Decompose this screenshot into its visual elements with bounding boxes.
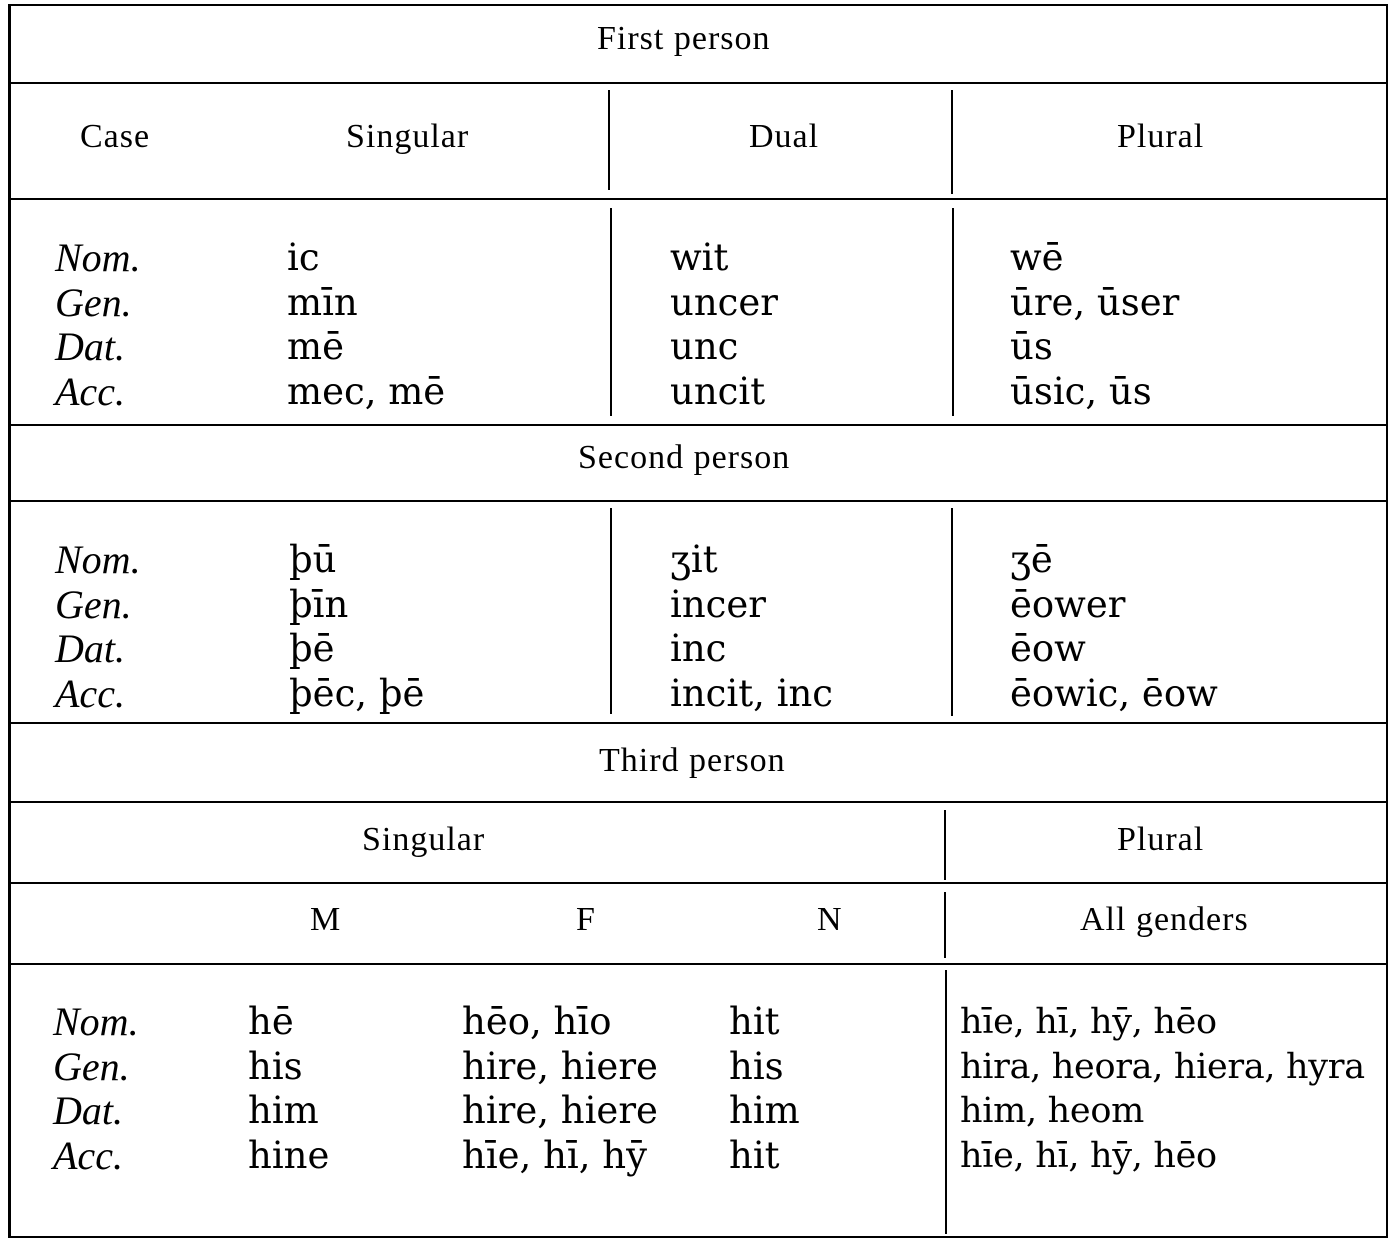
case-label: Dat. (53, 1088, 123, 1133)
form: hira, heora, hiera, hyra (960, 1046, 1365, 1087)
header-masculine: M (310, 901, 342, 938)
third-person-title: Third person (599, 742, 786, 779)
second-singular-column (289, 538, 424, 716)
case-label: Acc. (53, 1132, 123, 1178)
rule (10, 801, 1388, 803)
form: ic (287, 236, 320, 279)
case-label: Dat. (55, 626, 125, 671)
third-plural-column (960, 1000, 1365, 1178)
rule (610, 208, 612, 416)
first-dual-column (670, 236, 778, 414)
form: him (729, 1089, 800, 1132)
header-feminine: F (576, 901, 596, 938)
first-case-column (55, 236, 141, 414)
form: hit (729, 1133, 780, 1177)
third-case-column (53, 1000, 139, 1178)
header-plural: Plural (1117, 821, 1205, 858)
form: þē (289, 627, 335, 670)
rule (952, 208, 954, 416)
header-plural: Plural (1117, 118, 1205, 155)
rule (10, 963, 1388, 965)
second-case-column (55, 538, 141, 716)
form: incer (670, 582, 766, 626)
rule (10, 722, 1388, 724)
form: hire, hiere (462, 1089, 658, 1132)
form: incit, inc (670, 671, 833, 715)
form: hēo, hīo (462, 1000, 612, 1043)
header-dual: Dual (749, 118, 820, 155)
rule (10, 882, 1388, 884)
form: ūre, ūser (1010, 280, 1180, 324)
rule (10, 424, 1388, 426)
form: his (248, 1044, 303, 1088)
form: mec, mē (287, 369, 446, 413)
case-label: Gen. (55, 581, 132, 627)
case-label: Acc. (55, 670, 125, 716)
form: uncer (670, 280, 778, 324)
form: hit (729, 1000, 780, 1043)
rule (945, 970, 947, 1234)
rule (944, 892, 946, 958)
form: þīn (289, 582, 349, 626)
form: mē (287, 325, 344, 368)
form: unc (670, 325, 739, 368)
header-singular: Singular (362, 821, 486, 858)
form: hīe, hī, hȳ, hēo (960, 1002, 1217, 1042)
third-masculine-column (248, 1000, 329, 1178)
case-label: Gen. (55, 279, 132, 325)
rule (610, 508, 612, 714)
second-person-title: Second person (578, 439, 791, 476)
form: ūs (1010, 325, 1053, 368)
rule (944, 810, 946, 880)
form: ʒit (670, 538, 718, 581)
form: mīn (287, 280, 358, 324)
rule (10, 198, 1388, 200)
rule (608, 90, 610, 190)
first-person-title: First person (597, 20, 771, 57)
first-singular-column (287, 236, 445, 414)
form: him (248, 1089, 319, 1132)
form: his (729, 1044, 784, 1088)
rule (951, 508, 953, 716)
rule (10, 500, 1388, 502)
rule (10, 82, 1388, 84)
header-all-genders: All genders (1080, 901, 1249, 938)
form: wit (670, 236, 729, 279)
case-label: Nom. (53, 999, 139, 1044)
third-neuter-column (729, 1000, 800, 1178)
second-dual-column (670, 538, 833, 716)
form: ʒē (1010, 538, 1053, 581)
case-label: Nom. (55, 235, 141, 280)
rule (951, 90, 953, 194)
case-label: Acc. (55, 368, 125, 414)
header-neuter: N (817, 901, 843, 938)
form: hīe, hī, hȳ, hēo (960, 1135, 1217, 1176)
case-label: Nom. (55, 537, 141, 582)
form: inc (670, 627, 727, 670)
first-plural-column (1010, 236, 1179, 414)
form: wē (1010, 236, 1064, 279)
form: ēowic, ēow (1010, 671, 1218, 715)
form: uncit (670, 369, 766, 413)
form: him, heom (960, 1091, 1144, 1131)
rule (10, 4, 1388, 6)
form: hire, hiere (462, 1044, 658, 1088)
form: hine (248, 1133, 330, 1177)
form: þū (289, 538, 337, 581)
form: ēower (1010, 582, 1126, 626)
form: ūsic, ūs (1010, 369, 1152, 413)
second-plural-column (1010, 538, 1218, 716)
form: hē (248, 1000, 294, 1043)
case-label: Gen. (53, 1043, 130, 1089)
header-case: Case (80, 118, 151, 155)
form: þēc, þē (289, 671, 425, 715)
case-label: Dat. (55, 324, 125, 369)
header-singular: Singular (346, 118, 470, 155)
form: hīe, hī, hȳ (462, 1133, 647, 1177)
form: ēow (1010, 627, 1086, 670)
third-feminine-column (462, 1000, 658, 1178)
